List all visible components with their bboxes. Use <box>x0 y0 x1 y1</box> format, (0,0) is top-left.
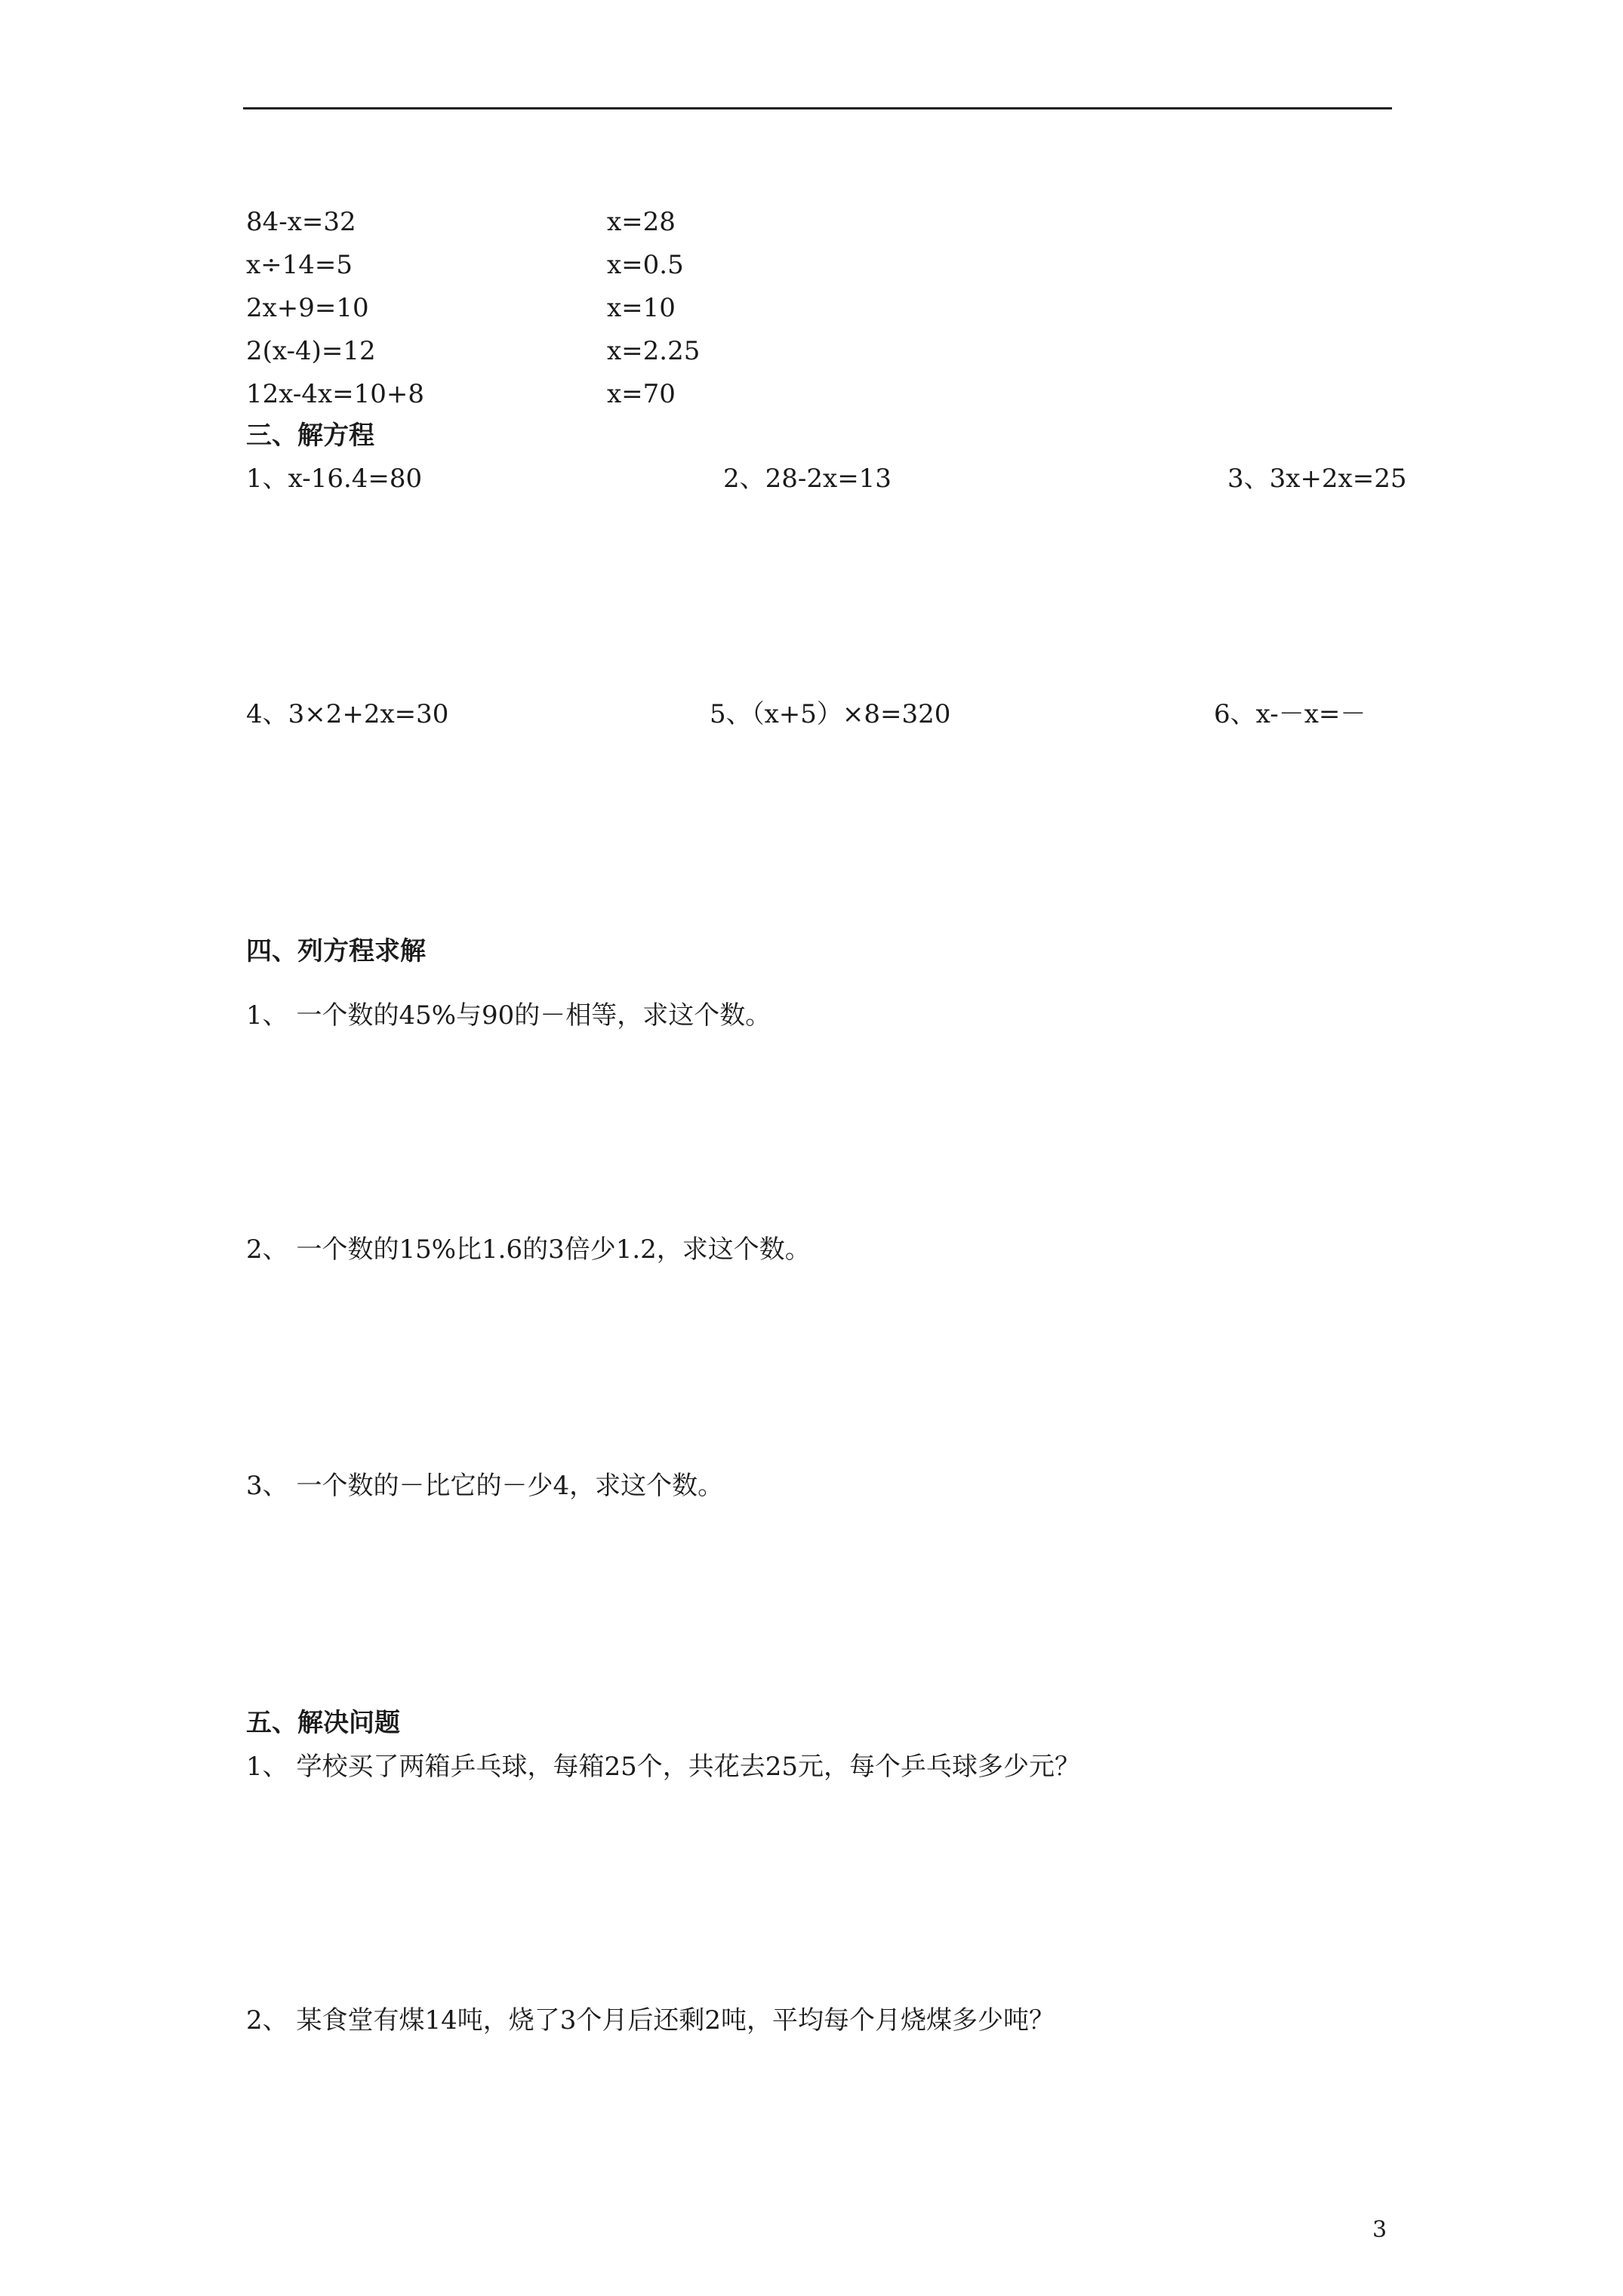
word-problem: 2、 一个数的15%比1.6的3倍少1.2，求这个数。 <box>246 1234 811 1265</box>
section3-title: 三、解方程 <box>246 421 374 451</box>
judge-equation: 84-x=32 <box>246 207 356 237</box>
word-problem: 2、 某食堂有煤14吨，烧了3个月后还剩2吨，平均每个月烧煤多少吨？ <box>246 2005 1055 2036</box>
section5-title: 五、解决问题 <box>246 1708 400 1738</box>
judge-answer: x=2.25 <box>607 336 701 366</box>
judge-answer: x=10 <box>607 293 676 323</box>
equation-item: 5、（x+5）×8=320 <box>710 699 951 729</box>
word-problem: 1、 学校买了两箱乒乓球，每箱25个，共花去25元，每个乒乓球多少元？ <box>246 1752 1080 1782</box>
judge-equation: x÷14=5 <box>246 250 353 280</box>
page-number: 3 <box>1372 2217 1387 2243</box>
word-problem: 3、 一个数的－比它的－少4，求这个数。 <box>246 1471 724 1501</box>
judge-equation: 12x-4x=10+8 <box>246 379 425 409</box>
word-problem: 1、 一个数的45%与90的－相等，求这个数。 <box>246 1000 771 1031</box>
header-rule <box>243 107 1392 109</box>
equation-item: 4、3×2+2x=30 <box>246 699 449 729</box>
judge-equation: 2x+9=10 <box>246 293 369 323</box>
judge-answer: x=0.5 <box>607 250 684 280</box>
judge-answer: x=70 <box>607 379 676 409</box>
equation-item: 3、3x+2x=25 <box>1227 464 1407 494</box>
equation-item: 6、x-－x=－ <box>1214 699 1366 729</box>
equation-item: 2、28-2x=13 <box>723 464 892 494</box>
section4-title: 四、列方程求解 <box>246 936 426 966</box>
equation-item: 1、x-16.4=80 <box>246 464 423 494</box>
judge-equation: 2(x-4)=12 <box>246 336 376 366</box>
judge-answer: x=28 <box>607 207 676 237</box>
